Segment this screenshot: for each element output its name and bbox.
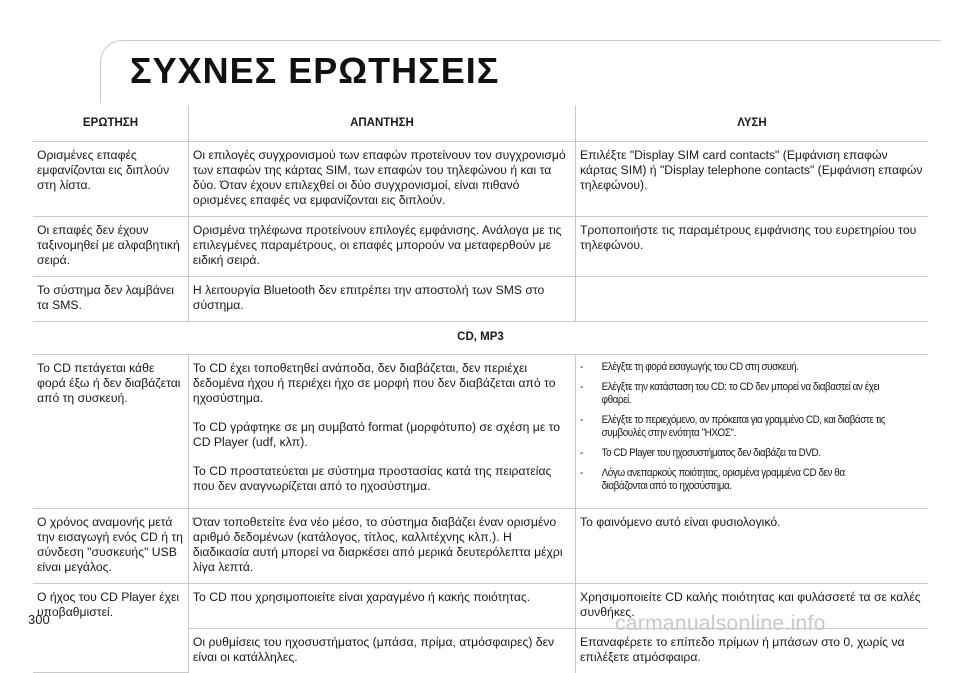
dash-bullet: - [579,361,583,373]
list-item-text: Ελέγξτε τη φορά εισαγωγής του CD στη συσκευή. [601,361,799,373]
section-title-cd: CD, MP3 [33,322,928,355]
answer-cell: Το CD που χρησιμοποιείτε είναι χαραγμένο ή κακής ποιότητας. [188,584,576,629]
solution-cell: Επιλέξτε "Display SIM card contacts" (Εμφάνιση επαφών κάρτας SIM) ή "Display telephone contacts" (Εμφάνιση επαφών τηλεφώνου). [576,142,928,217]
question-cell: Ο ήχος του CD Player έχει υποβαθμιστεί. [33,584,188,673]
watermark: carmanualsonline.info [615,612,826,635]
page-number: 300 [28,612,50,627]
list-item-text: Λόγω ανεπαρκούς ποιότητας, ορισμένα γραμμένα CD δεν θα διαβάζονται από το ηχοσύστημα. [601,467,845,492]
question-cell: Το σύστημα δεν λαμβάνει τα SMS. [33,277,188,322]
header-answer: ΑΠΑΝΤΗΣΗ [188,106,576,142]
faq-table [33,106,928,673]
solution-list [580,361,924,493]
list-item [580,361,890,374]
list-item [580,381,890,407]
solution-cell [576,355,928,509]
solution-cell: Χρησιμοποιείτε CD καλής ποιότητας και φυλάσσετέ τα σε καλές συνθήκες. [576,584,928,629]
header-question: ΕΡΩΤΗΣΗ [33,106,188,142]
answer-cell: Οι επιλογές συγχρονισμού των επαφών προτείνουν τον συγχρονισμό των επαφών της κάρτας SIM, των επαφών του τηλεφώνου ή και τα δύο. Όταν έχουν επιλεχθεί οι δύο συγχρονισμοί, είναι πιθανό ορισμένες επαφές να εμφανίζονται εις διπλούν. [188,142,576,217]
solution-cell: Το φαινόμενο αυτό είναι φυσιολογικό. [576,509,928,584]
page-title: ΣΥΧΝΕΣ ΕΡΩΤΗΣΕΙΣ [130,50,500,91]
answer-cell: Ορισμένα τηλέφωνα προτείνουν επιλογές εμφάνισης. Ανάλογα με τις επιλεγμένες παραμέτρους, οι επαφές μπορούν να μεταφερθούν με ειδική σειρά. [188,217,576,277]
section-row [33,322,928,355]
header-solution: ΛΥΣΗ [576,106,928,142]
question-cell: Ορισμένες επαφές εμφανίζονται εις διπλούν στη λίστα. [33,142,188,217]
list-item-text: Το CD Player του ηχοσυστήματος δεν διαβάζει τα DVD. [601,447,821,459]
table-header-row [33,106,928,142]
answer-paragraph: Το CD προστατεύεται με σύστημα προστασίας κατά της πειρατείας που δεν αναγνωρίζεται από το ηχοσύστημα. [192,464,552,493]
dash-bullet: - [579,447,583,459]
question-cell: Ο χρόνος αναμονής μετά την εισαγωγή ενός CD ή τη σύνδεση "συσκευής" USB είναι μεγάλος. [33,509,188,584]
answer-cell: Όταν τοποθετείτε ένα νέο μέσο, το σύστημα διαβάζει έναν ορισμένο αριθμό δεδομένων (κατάλογος, τίτλος, καλλιτέχνης κλπ.). Η διαδικασία αυτή μπορεί να διαρκέσει από μερικά δευτερόλεπτα μέχρι λίγα λεπτά. [188,509,576,584]
question-cell: Οι επαφές δεν έχουν ταξινομηθεί με αλφαβητική σειρά. [33,217,188,277]
table-row [33,217,928,277]
table-row [33,355,928,509]
table-row [33,142,928,217]
question-cell: Το CD πετάγεται κάθε φορά έξω ή δεν διαβάζεται από τη συσκευή. [33,355,188,509]
table-row [33,509,928,584]
list-item [580,414,890,440]
answer-cell [188,355,576,509]
list-item-text: Ελέγξτε το περιεχόμενο, αν πρόκειται για γραμμένο CD, και διαβάστε τις συμβουλές στην ενότητα "ΗΧΟΣ". [601,414,886,439]
answer-cell: Οι ρυθμίσεις του ηχοσυστήματος (μπάσα, πρίμα, ατμόσφαιρες) δεν είναι οι κατάλληλες. [188,629,576,673]
solution-cell [576,277,928,322]
answer-cell: Η λειτουργία Bluetooth δεν επιτρέπει την αποστολή των SMS στο σύστημα. [188,277,576,322]
solution-cell: Τροποποιήστε τις παραμέτρους εμφάνισης του ευρετηρίου του τηλεφώνου. [576,217,928,277]
list-item-text: Ελέγξτε την κατάσταση του CD: το CD δεν μπορεί να διαβαστεί αν έχει φθαρεί. [601,381,880,406]
table-row [33,277,928,322]
dash-bullet: - [579,414,583,426]
list-item [580,447,890,460]
answer-paragraph: Το CD έχει τοποθετηθεί ανάποδα, δεν διαβάζεται, δεν περιέχει δεδομένα ήχου ή περιέχει ήχο σε μορφή που δεν διαβάζεται από το ηχοσύστημα. [192,361,556,405]
dash-bullet: - [579,467,583,479]
list-item [580,467,890,493]
solution-cell: Επαναφέρετε το επίπεδο πρίμων ή μπάσων στο 0, χωρίς να επιλέξετε ατμόσφαιρα. [579,635,905,664]
dash-bullet: - [579,381,583,393]
answer-paragraph: Το CD γράφτηκε σε μη συμβατό format (μορφότυπο) σε σχέση με το CD Player (udf, κλπ). [192,420,561,449]
